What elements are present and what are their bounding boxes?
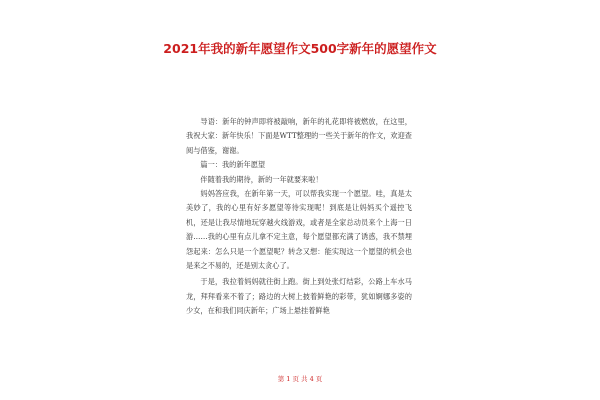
document-title: 2021年我的新年愿望作文500字新年的愿望作文	[163, 41, 437, 56]
paragraph: 于是，我拉着妈妈就往街上跑。街上到处张灯结彩，公路上车水马龙，拜拜看来不着了；路边的大树上披着鲜艳的彩带，犹如婀娜多姿的少女，在和我们同庆新年；广场上悬挂着鲜艳	[186, 277, 412, 316]
page-indicator: 第 1 页 共 4 页	[277, 375, 323, 383]
paragraph: 伴随着我的期待，新的一年就要来啦！	[200, 174, 323, 184]
paragraph: 妈妈答应我，在新年第一天，可以帮我实现一个愿望。哇，真是太美妙了，我的心里有好多愿望等待实现呢！到底是让妈妈买个遥控飞机，还是让我尽情地玩穿越火线游戏，或者是全家总动员来个上海一日游……我的心里有点儿拿不定主意，每个愿望都充满了诱惑，我不禁埋怨起来：怎么只是一个愿望呢？转念又想：能实现这一个愿望的机会也是来之不易的，还是别太贪心了。	[186, 189, 412, 271]
section-heading: 篇一：我的新年愿望	[200, 160, 266, 170]
paragraph-intro: 导语：新年的钟声即将被敲响，新年的礼花即将被燃放，在这里，我祝大家：新年快乐！下面是WTT整理的一些关于新年的作文，欢迎查阅与借鉴，谢谢。	[186, 117, 412, 155]
document-body	[186, 115, 412, 319]
